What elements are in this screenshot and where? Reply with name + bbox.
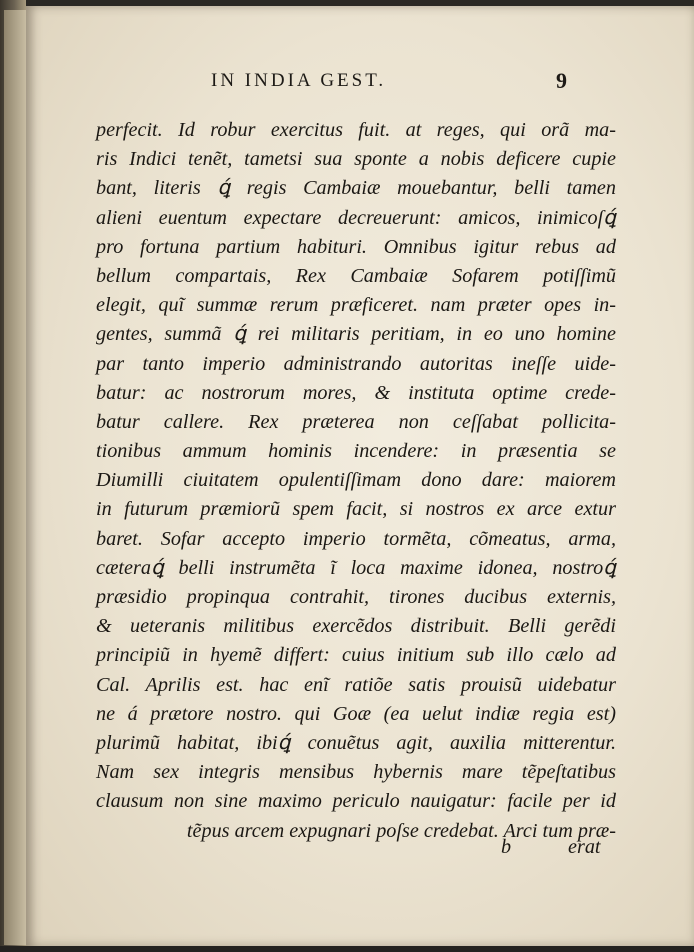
text-line: pro fortuna partium habituri. Omnibus igitur rebus ad	[96, 235, 616, 258]
text-line: tionibus ammum hominis incendere: in præsentia se	[96, 440, 616, 463]
text-line: plurimũ habitat, ibiꝗ́ conuẽtus agit, auxilia mitterentur.	[96, 731, 616, 754]
text-line: præsidio propinqua contrahit, tirones ducibus externis,	[96, 586, 616, 608]
text-line: elegit, quĩ summæ rerum præficeret. nam præter opes in-	[96, 294, 616, 317]
facing-page-edge	[4, 10, 27, 945]
text-line: gentes, summã ꝗ́ rei militaris peritiam, in eo uno homine	[96, 323, 616, 346]
text-line: Nam sex integris mensibus hybernis mare tẽpeſtatibus	[96, 761, 616, 784]
page-number: 9	[556, 68, 567, 93]
text-line: alieni euentum expectare decreuerunt: amicos, inimicoſꝗ́	[96, 206, 616, 229]
text-line: & ueteranis militibus exercẽdos distribuit. Belli gerẽdi	[96, 615, 616, 638]
text-line: par tanto imperio administrando autoritas ineſſe uide-	[96, 352, 616, 375]
text-line: ne á prætore nostro. qui Goæ (ea uelut indiæ regia est)	[96, 702, 616, 725]
text-line: cæteraꝗ́ belli instrumẽta ĩ loca maxime idonea, nostroꝗ́	[96, 556, 616, 579]
text-line: bellum compartais, Rex Cambaiæ Sofarem potiſſimũ	[96, 264, 616, 287]
running-head	[26, 70, 694, 100]
text-line: ris Indici tenẽt, tametsi sua sponte a nobis deficere cupie	[96, 148, 616, 171]
scan-background-bottom	[0, 946, 694, 952]
text-line: batur: ac nostrorum mores, & instituta optime crede-	[96, 381, 616, 404]
catchword: erat	[568, 836, 601, 858]
book-page	[26, 6, 694, 950]
text-line: principiũ in hyemẽ differt: cuius initium sub illo cælo ad	[96, 644, 616, 667]
signature-mark: b	[501, 836, 512, 858]
text-line: bant, literis ꝗ́ regis Cambaiæ mouebantur, belli tamen	[96, 177, 616, 200]
body-text	[96, 116, 616, 846]
text-line: perfecit. Id robur exercitus fuit. at reges, qui orã ma-	[96, 119, 616, 141]
text-line: tẽpus arcem expugnari poſse credebat. Arci tum præ-	[186, 819, 616, 842]
running-title: IN INDIA GEST.	[211, 70, 387, 91]
text-line: clausum non sine maximo periculo nauigatur: facile per id	[96, 790, 616, 813]
catchword-line	[96, 836, 616, 864]
text-line: in futurum præmiorũ spem facit, si nostros ex arce extur	[96, 498, 616, 521]
text-line: baret. Sofar accepto imperio tormẽta, cõmeatus, arma,	[96, 527, 616, 550]
text-line: batur callere. Rex præterea non ceſſabat pollicita-	[96, 410, 616, 433]
text-line: Cal. Aprilis est. hac enĩ ratiõe satis prouisũ uidebatur	[96, 673, 616, 696]
text-line: Diumilli ciuitatem opulentiſſimam dono dare: maiorem	[96, 469, 616, 492]
